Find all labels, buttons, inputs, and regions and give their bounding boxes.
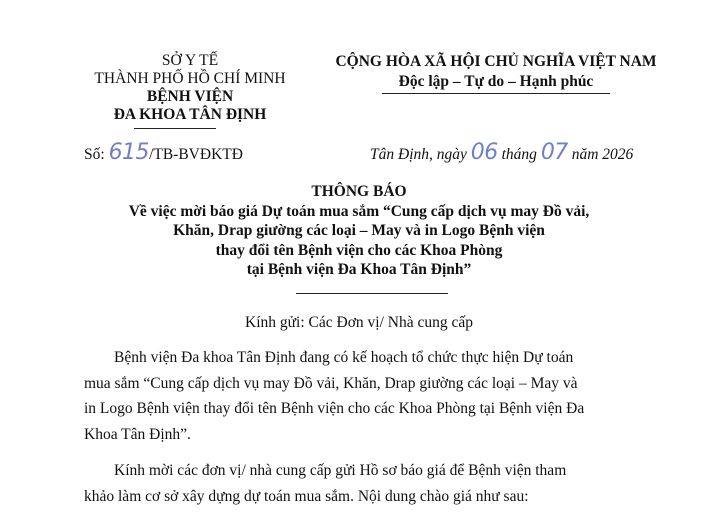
document-number	[84, 140, 243, 168]
agency-department: SỞ Y TẾ	[161, 52, 219, 69]
paragraph-line: mua sắm “Cung cấp dịch vụ may Đồ vải, Khăn, Drap giường các loại – May và	[84, 374, 578, 392]
agency-city: THÀNH PHỐ HỒ CHÍ MINH	[94, 70, 286, 87]
agency-hospital-label: BỆNH VIỆN	[146, 88, 234, 105]
national-motto: Độc lập – Tự do – Hạnh phúc	[398, 73, 594, 90]
paragraph-invitation	[84, 458, 674, 509]
notice-subject-line-3: thay đổi tên Bệnh viện cho các Khoa Phòng	[215, 241, 503, 259]
date-day-handwritten: 06	[470, 140, 498, 165]
date-prefix: Tân Định, ngày	[370, 146, 471, 163]
national-header	[300, 52, 692, 92]
paragraph-line: Bệnh viện Đa khoa Tân Định đang có kế hoạch tổ chức thực hiện Dự toán	[114, 349, 574, 366]
recipient-line: Kính gửi: Các Đơn vị/ Nhà cung cấp	[245, 314, 473, 331]
agency-hospital-name: ĐA KHOA TÂN ĐỊNH	[113, 106, 267, 123]
agency-header	[60, 52, 320, 124]
motto-divider	[382, 93, 610, 94]
notice-title-block	[60, 182, 658, 280]
document-date	[370, 140, 633, 168]
paragraph-intro	[84, 345, 674, 447]
date-month-label: tháng	[497, 146, 541, 163]
paragraph-line: Khoa Tân Định”.	[84, 425, 191, 443]
date-month-handwritten: 07	[540, 140, 568, 165]
notice-subject-line-1: Về việc mời báo giá Dự toán mua sắm “Cung cấp dịch vụ may Đồ vải,	[128, 202, 590, 220]
title-divider	[296, 293, 448, 294]
paragraph-line: in Logo Bệnh viện thay đổi tên Bệnh viện cho các Khoa Phòng tại Bệnh viện Đa	[84, 400, 585, 417]
paragraph-line: Kính mời các đơn vị/ nhà cung cấp gửi Hồ sơ báo giá để Bệnh viện tham	[114, 462, 567, 479]
document-number-handwritten: 615	[108, 140, 150, 165]
national-title: CỘNG HÒA XÃ HỘI CHỦ NGHĨA VIỆT NAM	[335, 53, 657, 70]
document-number-suffix: /TB-BVĐKTĐ	[149, 146, 243, 163]
notice-subject-line-4: tại Bệnh viện Đa Khoa Tân Định”	[246, 261, 472, 278]
notice-heading: THÔNG BÁO	[311, 183, 407, 200]
agency-divider	[134, 128, 216, 129]
date-year: năm 2026	[567, 146, 634, 163]
notice-subject-line-2: Khăn, Drap giường các loại – May và in Logo Bệnh viện	[173, 222, 545, 239]
document-number-prefix: Số:	[84, 146, 109, 163]
paragraph-line: khảo làm cơ sở xây dựng dự toán mua sắm. Nội dung chào giá như sau:	[84, 487, 529, 505]
